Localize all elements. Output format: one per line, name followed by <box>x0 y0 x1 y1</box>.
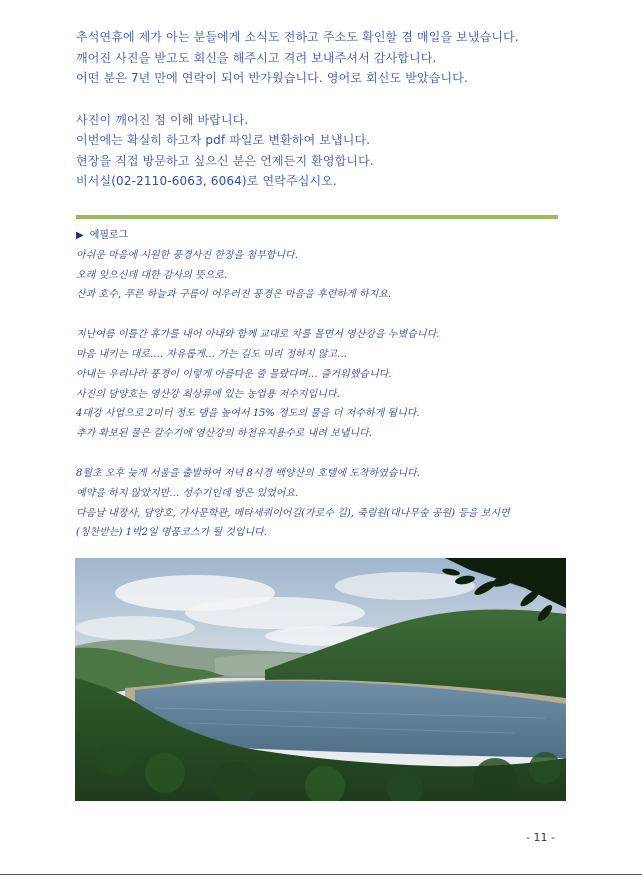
intro-text-block <box>76 27 576 192</box>
page-number: - 11 - <box>526 831 555 844</box>
epilogue-line: 마음 내키는 대로…. 자유롭게… 가는 길도 미리 정하지 않고… <box>76 348 348 360</box>
notice-line: 사진이 깨어진 점 이해 바랍니다. <box>76 112 249 127</box>
epilogue-line: 8월초 오후 늦게 서울을 출발하여 저녁 8시경 백양산의 호텔에 도착하였습니다. <box>76 467 420 479</box>
notice-line: 현장을 직접 방문하고 싶으신 분은 언제든지 환영합니다. <box>76 153 374 168</box>
epilogue-heading <box>76 226 576 246</box>
epilogue-line: 오래 잊으신데 대한 감사의 뜻으로. <box>76 269 228 281</box>
lake-landscape-photo <box>75 558 566 801</box>
intro-line: 깨어진 사진을 받고도 회신을 해주시고 격려 보내주셔서 감사합니다. <box>76 50 437 65</box>
notice-line: 이번에는 확실히 하고자 pdf 파일로 변환하여 보냅니다. <box>76 133 371 147</box>
page-bottom-rule <box>0 874 642 875</box>
paragraph-gap <box>76 89 576 110</box>
epilogue-block <box>76 226 576 543</box>
triangle-marker-icon: ▶ <box>76 230 84 241</box>
epilogue-line: 예약을 하지 않았지만… 성수기인데 방은 있었어요. <box>76 487 299 499</box>
epilogue-line: 아쉬운 마음에 시원한 풍경사진 한장을 첨부합니다. <box>76 249 298 261</box>
landscape-illustration <box>75 558 566 801</box>
paragraph-gap <box>76 444 576 464</box>
epilogue-heading-label: 에필로그 <box>89 230 129 241</box>
notice-line: 비서실(02-2110-6063, 6064)로 연락주십시오. <box>76 174 337 188</box>
epilogue-line: 지난여름 이틀간 휴가를 내어 아내와 함께 교대로 차를 몰면서 영산강을 누볐습니다. <box>76 329 440 341</box>
epilogue-line: 아내는 우리나라 풍경이 이렇게 아름다운 줄 몰랐다며… 즐거워했습니다. <box>76 368 392 380</box>
epilogue-line: 산과 호수, 푸른 하늘과 구름이 어우러진 풍경은 마음을 후련하게 하지요. <box>76 289 392 301</box>
epilogue-line: 4대강 사업으로 2미터 정도 댐을 높여서 15% 정도의 물을 더 저수하게 됩니다. <box>76 408 420 420</box>
epilogue-line: 다음날 내장사, 담양호, 가사문학관, 메타세쿼이어길(가로수 길), 죽림원(대나무숲 공원) 등을 보시면 <box>76 507 510 519</box>
epilogue-line: 추가 확보된 물은 갈수기에 영산강의 하천유지용수로 내려 보냅니다. <box>76 428 372 440</box>
paragraph-gap <box>76 305 576 325</box>
intro-line: 추석연휴에 제가 아는 분들에게 소식도 전하고 주소도 확인할 겸 매일을 보냈습니다. <box>76 30 519 44</box>
epilogue-line: 사진의 담양호는 영산강 최상류에 있는 농업용 저수지입니다. <box>76 388 340 400</box>
epilogue-line: (칭찬받는) 1박2일 명품코스가 될 것입니다. <box>76 527 267 539</box>
intro-line: 어떤 분은 7년 만에 연락이 되어 반가웠습니다. 영어로 회신도 받았습니다. <box>76 71 468 85</box>
section-divider <box>76 215 558 219</box>
